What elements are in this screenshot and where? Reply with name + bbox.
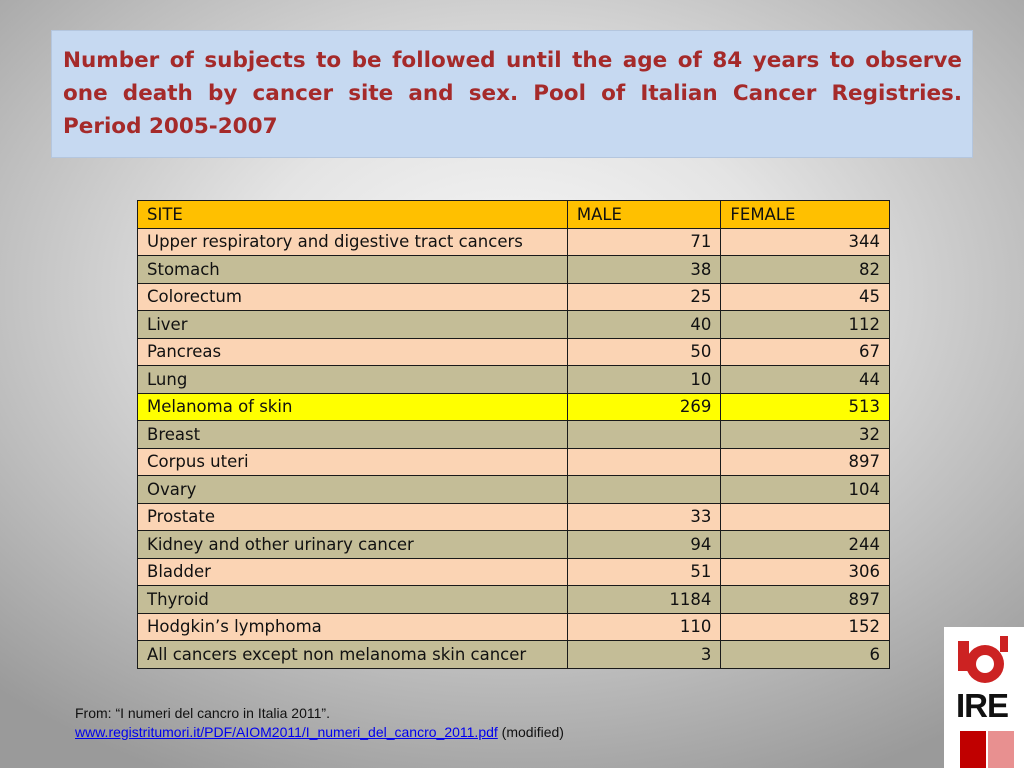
cell-site: Bladder xyxy=(138,558,568,586)
cell-male xyxy=(567,448,721,476)
cell-female: 112 xyxy=(721,311,890,339)
cell-female: 897 xyxy=(721,586,890,614)
cell-site: Upper respiratory and digestive tract cancers xyxy=(138,228,568,256)
table-row xyxy=(138,256,890,284)
table-row xyxy=(138,338,890,366)
cell-male: 3 xyxy=(567,641,721,669)
cell-female: 82 xyxy=(721,256,890,284)
table-row xyxy=(138,503,890,531)
cell-site: Kidney and other urinary cancer xyxy=(138,531,568,559)
cell-male: 25 xyxy=(567,283,721,311)
cell-female: 897 xyxy=(721,448,890,476)
source-link[interactable]: www.registritumori.it/PDF/AIOM2011/I_numeri_del_cancro_2011.pdf xyxy=(75,724,498,740)
table-row xyxy=(138,393,890,421)
cell-male: 1184 xyxy=(567,586,721,614)
cell-male: 33 xyxy=(567,503,721,531)
table-row xyxy=(138,311,890,339)
ire-logo xyxy=(944,627,1024,768)
header-female: FEMALE xyxy=(721,201,890,229)
cell-site: Stomach xyxy=(138,256,568,284)
cell-female: 32 xyxy=(721,421,890,449)
cell-female: 44 xyxy=(721,366,890,394)
cell-site: Pancreas xyxy=(138,338,568,366)
cell-male: 38 xyxy=(567,256,721,284)
cell-male: 94 xyxy=(567,531,721,559)
header-male: MALE xyxy=(567,201,721,229)
cell-site: Hodgkin’s lymphoma xyxy=(138,613,568,641)
table-row xyxy=(138,476,890,504)
cell-female: 306 xyxy=(721,558,890,586)
table-row xyxy=(138,558,890,586)
cell-female: 67 xyxy=(721,338,890,366)
table-row xyxy=(138,228,890,256)
cancer-site-table xyxy=(137,200,890,669)
cell-male: 50 xyxy=(567,338,721,366)
cell-female: 244 xyxy=(721,531,890,559)
cell-male: 269 xyxy=(567,393,721,421)
cell-female: 45 xyxy=(721,283,890,311)
table-row xyxy=(138,448,890,476)
source-note xyxy=(75,704,564,742)
table-row xyxy=(138,641,890,669)
cell-male: 71 xyxy=(567,228,721,256)
cell-site: Thyroid xyxy=(138,586,568,614)
table-header-row xyxy=(138,201,890,229)
cell-male: 40 xyxy=(567,311,721,339)
table-row xyxy=(138,421,890,449)
cell-male: 10 xyxy=(567,366,721,394)
cell-site: All cancers except non melanoma skin cancer xyxy=(138,641,568,669)
table-row xyxy=(138,366,890,394)
table-row xyxy=(138,283,890,311)
cell-female: 104 xyxy=(721,476,890,504)
cell-male: 110 xyxy=(567,613,721,641)
slide-title: Number of subjects to be followed until the age of 84 years to observe one death by cancer site and sex. Pool of Italian Cancer Registries. Period 2005-2007 xyxy=(63,48,962,139)
header-site: SITE xyxy=(138,201,568,229)
cell-male xyxy=(567,421,721,449)
cell-site: Prostate xyxy=(138,503,568,531)
title-box xyxy=(51,30,973,158)
cell-female: 6 xyxy=(721,641,890,669)
cell-site: Corpus uteri xyxy=(138,448,568,476)
source-suffix: (modified) xyxy=(497,724,564,740)
cell-male xyxy=(567,476,721,504)
cell-female: 344 xyxy=(721,228,890,256)
table-row xyxy=(138,531,890,559)
logo-text: IRE xyxy=(956,687,1009,724)
source-citation: From: “I numeri del cancro in Italia 2011”. xyxy=(75,705,330,721)
cell-site: Breast xyxy=(138,421,568,449)
table-row xyxy=(138,613,890,641)
table-row xyxy=(138,586,890,614)
cell-site: Liver xyxy=(138,311,568,339)
cell-site: Ovary xyxy=(138,476,568,504)
cell-site: Colorectum xyxy=(138,283,568,311)
cell-site: Melanoma of skin xyxy=(138,393,568,421)
cell-female xyxy=(721,503,890,531)
cell-female: 513 xyxy=(721,393,890,421)
cell-site: Lung xyxy=(138,366,568,394)
source-link-line xyxy=(75,723,564,742)
cell-male: 51 xyxy=(567,558,721,586)
cell-female: 152 xyxy=(721,613,890,641)
